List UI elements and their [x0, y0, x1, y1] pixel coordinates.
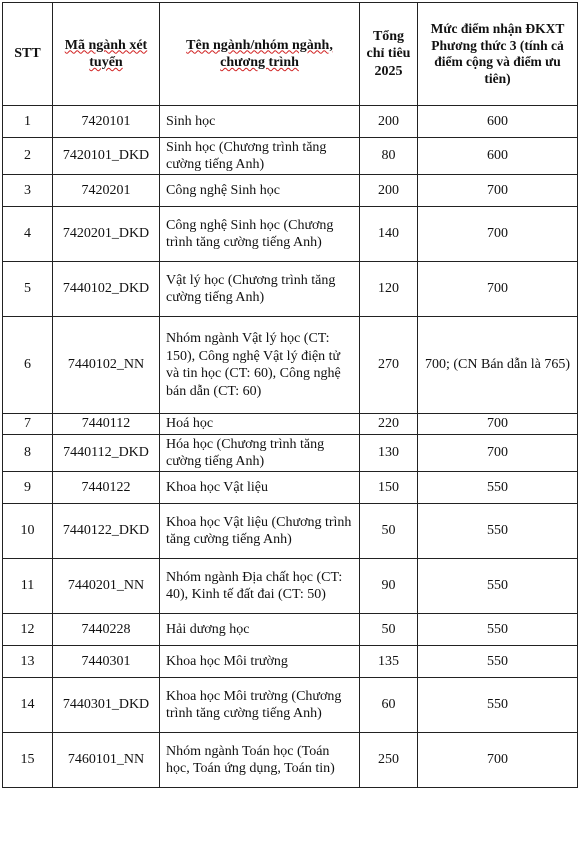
cell-code: 7420101_DKD [53, 138, 160, 175]
table-row [3, 559, 578, 614]
cell-name: Khoa học Vật liệu (Chương trình tăng cường tiếng Anh) [160, 504, 360, 559]
cell-quota: 250 [360, 733, 418, 788]
table-row [3, 106, 578, 138]
table-row [3, 472, 578, 504]
header-quota: Tổng chỉ tiêu 2025 [360, 3, 418, 106]
cell-quota: 90 [360, 559, 418, 614]
cell-code: 7440102_NN [53, 317, 160, 414]
cell-name: Công nghệ Sinh học [160, 175, 360, 207]
table-row [3, 317, 578, 414]
table-row [3, 504, 578, 559]
cell-quota: 220 [360, 414, 418, 435]
cell-stt: 14 [3, 678, 53, 733]
cell-stt: 9 [3, 472, 53, 504]
table-header [3, 3, 578, 106]
cell-stt: 13 [3, 646, 53, 678]
admission-score-table [2, 2, 578, 788]
cell-name: Khoa học Môi trường [160, 646, 360, 678]
cell-quota: 130 [360, 435, 418, 472]
cell-code: 7440201_NN [53, 559, 160, 614]
table-row [3, 414, 578, 435]
cell-code: 7440112 [53, 414, 160, 435]
cell-stt: 4 [3, 207, 53, 262]
cell-stt: 2 [3, 138, 53, 175]
cell-stt: 5 [3, 262, 53, 317]
cell-name: Nhóm ngành Vật lý học (CT: 150), Công nghệ Vật lý điện tử và tin học (CT: 60), Công nghệ bán dẫn (CT: 60) [160, 317, 360, 414]
cell-name: Sinh học (Chương trình tăng cường tiếng Anh) [160, 138, 360, 175]
header-stt: STT [3, 3, 53, 106]
cell-quota: 200 [360, 175, 418, 207]
cell-quota: 50 [360, 614, 418, 646]
cell-score: 700 [418, 175, 578, 207]
cell-name: Nhóm ngành Toán học (Toán học, Toán ứng dụng, Toán tin) [160, 733, 360, 788]
cell-code: 7420101 [53, 106, 160, 138]
header-code [53, 3, 160, 106]
table-row [3, 614, 578, 646]
header-row [3, 3, 578, 106]
cell-score: 550 [418, 646, 578, 678]
cell-name: Công nghệ Sinh học (Chương trình tăng cường tiếng Anh) [160, 207, 360, 262]
cell-stt: 1 [3, 106, 53, 138]
cell-score: 550 [418, 614, 578, 646]
cell-name: Hóa học (Chương trình tăng cường tiếng Anh) [160, 435, 360, 472]
cell-name: Vật lý học (Chương trình tăng cường tiếng Anh) [160, 262, 360, 317]
cell-quota: 150 [360, 472, 418, 504]
cell-score: 700 [418, 414, 578, 435]
cell-stt: 11 [3, 559, 53, 614]
table-row [3, 175, 578, 207]
table-row [3, 678, 578, 733]
cell-name: Khoa học Môi trường (Chương trình tăng cường tiếng Anh) [160, 678, 360, 733]
cell-score: 700 [418, 435, 578, 472]
cell-stt: 7 [3, 414, 53, 435]
table-row [3, 207, 578, 262]
cell-code: 7420201 [53, 175, 160, 207]
header-name [160, 3, 360, 106]
cell-name: Sinh học [160, 106, 360, 138]
header-name-text: Tên ngành/nhóm ngành, chương trình [186, 37, 333, 70]
cell-score: 700 [418, 262, 578, 317]
cell-name: Hoá học [160, 414, 360, 435]
header-score: Mức điểm nhận ĐKXT Phương thức 3 (tính cả điểm cộng và điểm ưu tiên) [418, 3, 578, 106]
cell-score: 550 [418, 678, 578, 733]
cell-score: 700; (CN Bán dẫn là 765) [418, 317, 578, 414]
cell-score: 550 [418, 472, 578, 504]
table-body [3, 106, 578, 788]
cell-stt: 15 [3, 733, 53, 788]
cell-score: 600 [418, 138, 578, 175]
cell-score: 700 [418, 207, 578, 262]
cell-code: 7440301_DKD [53, 678, 160, 733]
cell-quota: 120 [360, 262, 418, 317]
cell-score: 600 [418, 106, 578, 138]
cell-quota: 80 [360, 138, 418, 175]
cell-quota: 135 [360, 646, 418, 678]
cell-quota: 60 [360, 678, 418, 733]
cell-quota: 50 [360, 504, 418, 559]
cell-quota: 140 [360, 207, 418, 262]
cell-code: 7440228 [53, 614, 160, 646]
cell-stt: 6 [3, 317, 53, 414]
cell-name: Hải dương học [160, 614, 360, 646]
table-row [3, 646, 578, 678]
cell-code: 7440122 [53, 472, 160, 504]
cell-score: 700 [418, 733, 578, 788]
table-row [3, 262, 578, 317]
cell-code: 7420201_DKD [53, 207, 160, 262]
cell-code: 7440112_DKD [53, 435, 160, 472]
table-row [3, 435, 578, 472]
table-row [3, 733, 578, 788]
cell-stt: 10 [3, 504, 53, 559]
cell-code: 7460101_NN [53, 733, 160, 788]
cell-code: 7440102_DKD [53, 262, 160, 317]
cell-name: Khoa học Vật liệu [160, 472, 360, 504]
cell-stt: 8 [3, 435, 53, 472]
cell-name: Nhóm ngành Địa chất học (CT: 40), Kinh tế đất đai (CT: 50) [160, 559, 360, 614]
table-row [3, 138, 578, 175]
cell-score: 550 [418, 504, 578, 559]
cell-stt: 12 [3, 614, 53, 646]
cell-quota: 200 [360, 106, 418, 138]
cell-score: 550 [418, 559, 578, 614]
cell-code: 7440301 [53, 646, 160, 678]
cell-stt: 3 [3, 175, 53, 207]
cell-quota: 270 [360, 317, 418, 414]
header-code-text: Mã ngành xét tuyển [64, 37, 148, 70]
cell-code: 7440122_DKD [53, 504, 160, 559]
